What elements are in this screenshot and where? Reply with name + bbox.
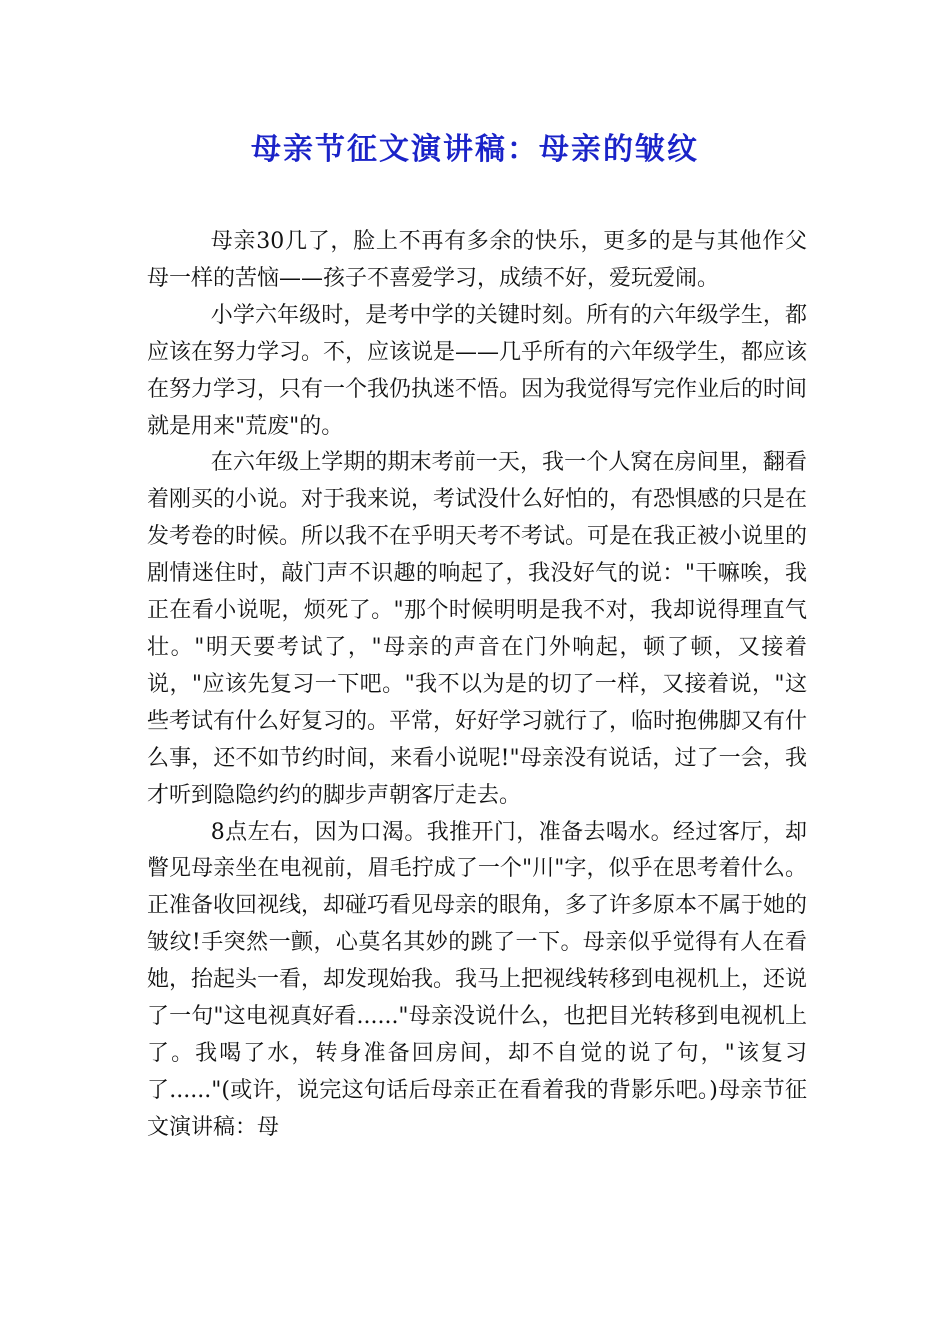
paragraph-2: 小学六年级时，是考中学的关键时刻。所有的六年级学生，都应该在努力学习。不，应该说是——几乎所有的六年级学生，都应该在努力学习，只有一个我仍执迷不悟。因为我觉得写完作业后的时间就是用来"荒废"的。 [147, 302, 808, 439]
paragraph-1: 母亲30几了，脸上不再有多余的快乐，更多的是与其他作父母一样的苦恼——孩子不喜爱学习，成绩不好，爱玩爱闹。 [147, 229, 807, 291]
document-title: 母亲节征文演讲稿：母亲的皱纹 [251, 132, 699, 167]
document-body [147, 224, 807, 1147]
paragraph-3: 在六年级上学期的期末考前一天，我一个人窝在房间里，翻看着刚买的小说。对于我来说，考试没什么好怕的，有恐惧感的只是在发考卷的时候。所以我不在乎明天考不考试。可是在我正被小说里的剧情迷住时，敲门声不识趣的响起了，我没好气的说："干嘛唉，我正在看小说呢，烦死了。"那个时候明明是我不对，我却说得理直气壮。"明天要考试了，"母亲的声音在门外响起，顿了顿，又接着说，"应该先复习一下吧。"我不以为是的切了一样，又接着说，"这些考试有什么好复习的。平常，好好学习就行了，临时抱佛脚又有什么事，还不如节约时间，来看小说呢!"母亲没有说话，过了一会，我才听到隐隐约约的脚步声朝客厅走去。 [147, 450, 808, 808]
paragraph-4: 8点左右，因为口渴。我推开门，准备去喝水。经过客厅，却瞥见母亲坐在电视前，眉毛拧成了一个"川"字，似乎在思考着什么。正准备收回视线，却碰巧看见母亲的眼角，多了许多原本不属于她的皱纹!手突然一颤，心莫名其妙的跳了一下。母亲似乎觉得有人在看她，抬起头一看，却发现始我。我马上把视线转移到电视机上，还说了一句"这电视真好看......"母亲没说什么，也把目光转移到电视机上了。我喝了水，转身准备回房间，却不自觉的说了句，"该复习了......"(或许，说完这句话后母亲正在看着我的背影乐吧。)母亲节征文演讲稿：母 [147, 819, 808, 1140]
